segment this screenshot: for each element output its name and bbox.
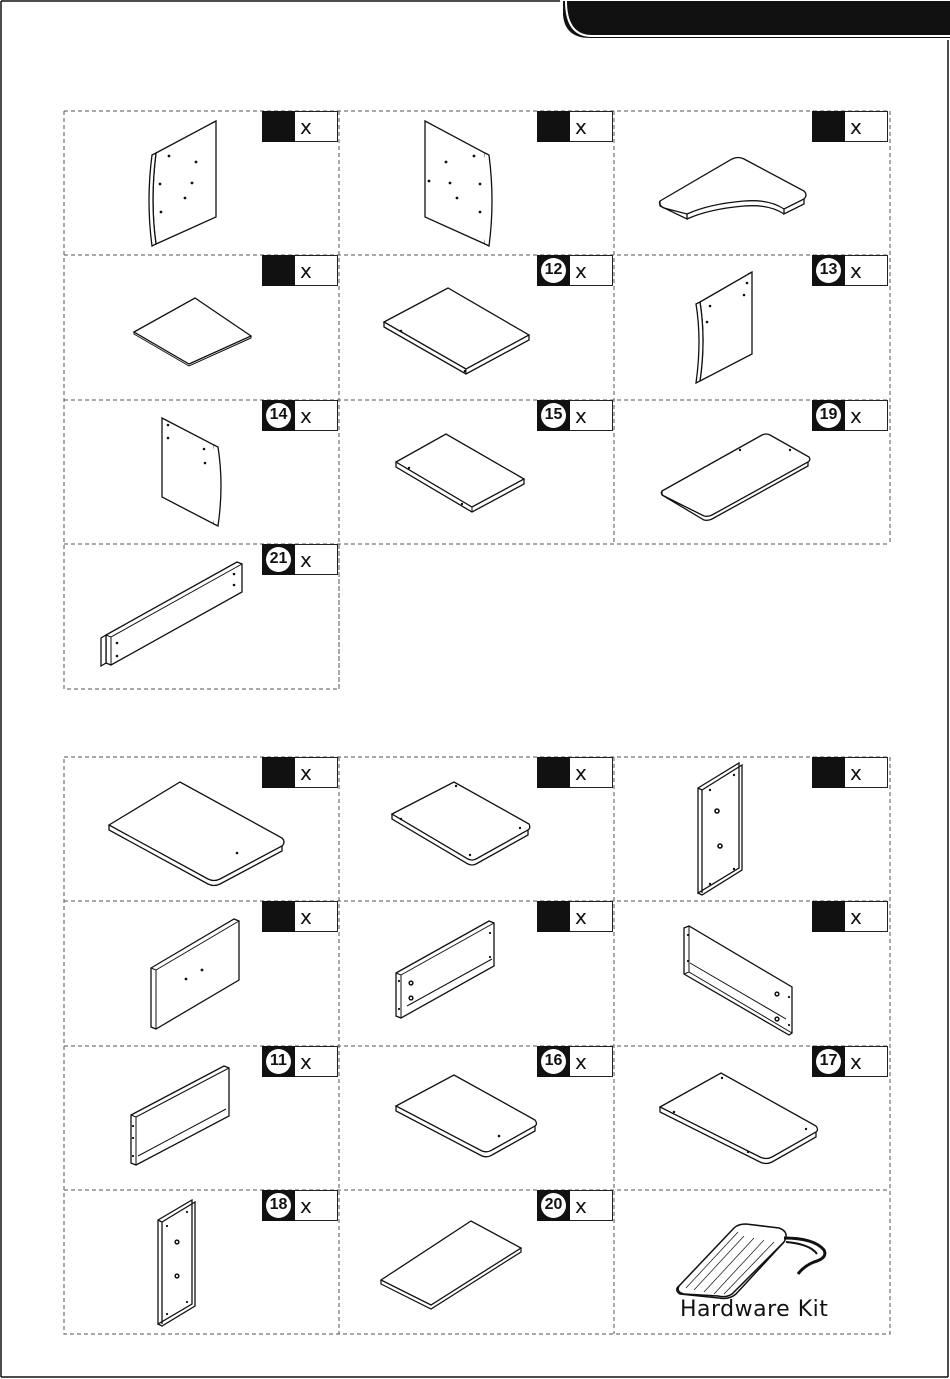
quantity-label: x bbox=[850, 760, 862, 785]
quantity-label: x bbox=[575, 760, 587, 785]
hardware-kit-cell bbox=[614, 1190, 890, 1334]
quantity-label: x bbox=[850, 1049, 862, 1074]
part-cell bbox=[64, 1190, 340, 1334]
part-number-badge: 18 bbox=[266, 1193, 291, 1218]
part-number-badge: 11 bbox=[266, 1049, 291, 1074]
part-tag bbox=[812, 1046, 888, 1077]
part-cell bbox=[339, 901, 615, 1046]
part-cell bbox=[614, 1046, 890, 1190]
part-cell bbox=[339, 757, 615, 901]
quantity-label: x bbox=[300, 1193, 312, 1218]
part-cell bbox=[64, 901, 340, 1046]
part-tag bbox=[262, 901, 338, 932]
part-tag bbox=[537, 901, 613, 932]
part-tag bbox=[262, 1190, 338, 1221]
quantity-label: x bbox=[575, 1193, 587, 1218]
quantity-label: x bbox=[575, 114, 587, 139]
quantity-label: x bbox=[300, 1049, 312, 1074]
part-tag bbox=[537, 1046, 613, 1077]
part-tag bbox=[262, 757, 338, 788]
part-number-badge: 14 bbox=[266, 403, 291, 428]
part-number-badge: 13 bbox=[816, 258, 841, 283]
part-cell bbox=[614, 757, 890, 901]
quantity-label: x bbox=[575, 403, 587, 428]
part-number-badge: 16 bbox=[541, 1049, 566, 1074]
part-cell bbox=[64, 757, 340, 901]
quantity-label: x bbox=[850, 114, 862, 139]
part-cell bbox=[339, 1190, 615, 1334]
part-number-badge: 20 bbox=[541, 1193, 566, 1218]
quantity-label: x bbox=[850, 403, 862, 428]
quantity-label: x bbox=[300, 547, 312, 572]
part-tag bbox=[812, 901, 888, 932]
quantity-label: x bbox=[300, 114, 312, 139]
part-cell bbox=[339, 1046, 615, 1190]
quantity-label: x bbox=[575, 258, 587, 283]
hardware-kit-label: Hardware Kit bbox=[680, 1297, 829, 1322]
part-tag bbox=[262, 1046, 338, 1077]
part-number-badge: 17 bbox=[816, 1049, 841, 1074]
quantity-label: x bbox=[575, 904, 587, 929]
part-tag bbox=[812, 757, 888, 788]
part-number-badge: 15 bbox=[541, 403, 566, 428]
quantity-label: x bbox=[300, 760, 312, 785]
part-cell bbox=[64, 1046, 340, 1190]
quantity-label: x bbox=[850, 904, 862, 929]
quantity-label: x bbox=[300, 403, 312, 428]
quantity-label: x bbox=[575, 1049, 587, 1074]
part-tag bbox=[537, 1190, 613, 1221]
part-number-badge: 21 bbox=[266, 547, 291, 572]
part-tag bbox=[537, 757, 613, 788]
part-number-badge: 12 bbox=[541, 258, 566, 283]
quantity-label: x bbox=[300, 904, 312, 929]
part-cell bbox=[614, 901, 890, 1046]
quantity-label: x bbox=[300, 258, 312, 283]
part-number-badge: 19 bbox=[816, 403, 841, 428]
quantity-label: x bbox=[850, 258, 862, 283]
